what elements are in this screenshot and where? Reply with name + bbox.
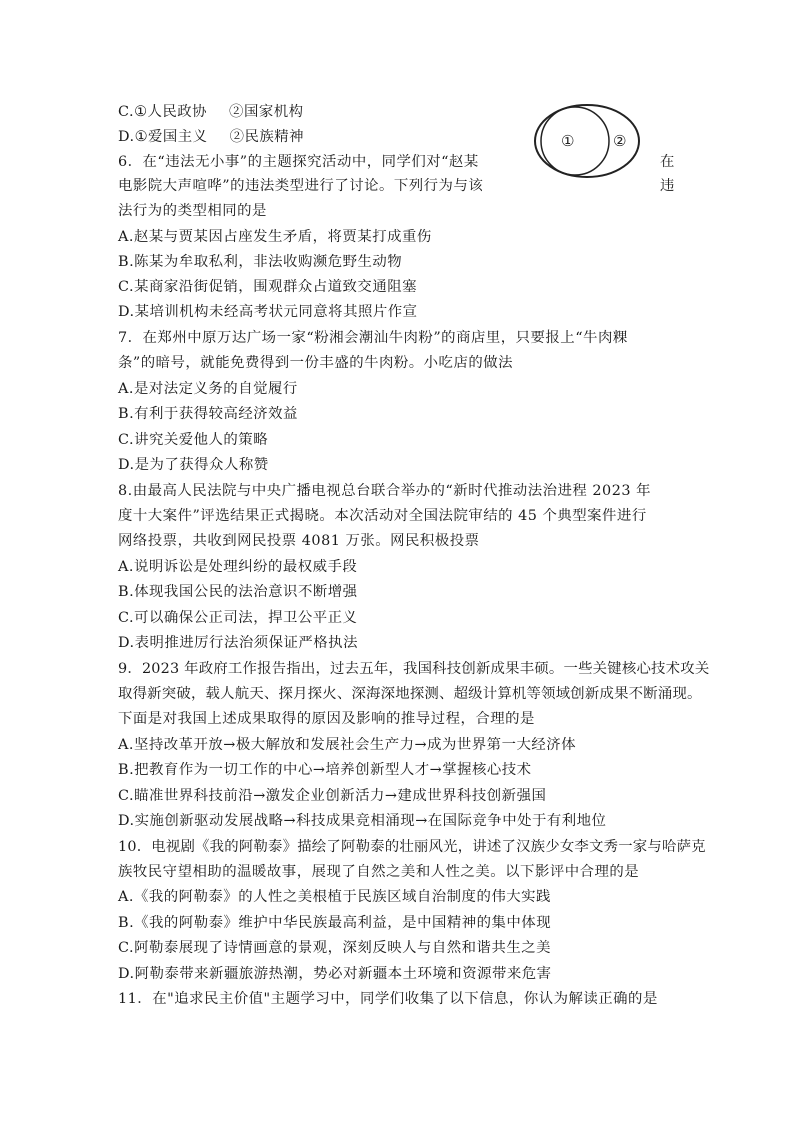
q8-stem-line3: 网络投票，共收到网民投票 4081 万张。网民积极投票	[118, 533, 480, 549]
q6-option-d: D.某培训机构未经高考状元同意将其照片作宣	[118, 304, 418, 320]
q6-stem-line2-right: 违	[660, 178, 675, 194]
q10-stem-line1: 10．电视剧《我的阿勒泰》描绘了阿勒泰的壮丽风光，讲述了汉族少女李文秀一家与哈萨克	[118, 839, 706, 855]
q9-stem-line3: 下面是对我国上述成果取得的原因及影响的推导过程，合理的是	[118, 711, 535, 727]
venn-label-outer: ②	[613, 132, 627, 150]
q9-option-c: C.瞄准世界科技前沿→激发企业创新活力→建成世界科技创新强国	[118, 788, 547, 804]
q6-stem-line1: 6．在“违法无小事”的主题探究活动中，同学们对“赵某	[118, 154, 479, 170]
q6-stem-line2: 电影院大声喧哗”的违法类型进行了讨论。下列行为与该	[118, 178, 484, 194]
option-c-part2: ②国家机构	[229, 104, 304, 120]
q8-option-d: D.表明推进厉行法治须保证严格执法	[118, 635, 358, 651]
q10-option-c: C.阿勒泰展现了诗情画意的景观，深刻反映人与自然和谐共生之美	[118, 940, 552, 956]
q6-option-a: A.赵某与贾某因占座发生矛盾，将贾某打成重伤	[118, 229, 432, 245]
q8-stem-line2: 度十大案件”评选结果正式揭晓。本次活动对全国法院审结的 45 个典型案件进行	[118, 508, 647, 524]
q6-stem-line3: 法行为的类型相同的是	[118, 203, 267, 219]
q7-option-c: C.讲究关爱他人的策略	[118, 432, 269, 448]
q10-stem-line2: 族牧民守望相助的温暖故事，展现了自然之美和人性之美。以下影评中合理的是	[118, 864, 640, 880]
q10-option-a: A.《我的阿勒泰》的人性之美根植于民族区域自治制度的伟大实践	[118, 889, 551, 905]
q8-option-b: B.体现我国公民的法治意识不断增强	[118, 584, 358, 600]
q9-option-b: B.把教育作为一切工作的中心→培养创新型人才→掌握核心技术	[118, 762, 532, 778]
q6-stem-line1-right: 在	[660, 154, 675, 170]
q8-option-a: A.说明诉讼是处理纠纷的最权威手段	[118, 559, 358, 575]
option-d-prev	[118, 128, 304, 146]
venn-label-inner: ①	[561, 132, 575, 150]
q6-option-b: B.陈某为牟取私利，非法收购濒危野生动物	[118, 254, 403, 270]
q6-option-c: C.某商家沿街促销，围观群众占道致交通阻塞	[118, 279, 417, 295]
q10-option-b: B.《我的阿勒泰》维护中华民族最高利益，是中国精神的集中体现	[118, 915, 552, 931]
q9-option-a: A.坚持改革开放→极大解放和发展社会生产力→成为世界第一大经济体	[118, 737, 577, 753]
q9-stem-line1: 9．2023 年政府工作报告指出，过去五年，我国科技创新成果丰硕。一些关键核心技术攻关	[118, 661, 710, 677]
q8-option-c: C.可以确保公正司法，捍卫公平正义	[118, 610, 358, 626]
q10-option-d: D.阿勒泰带来新疆旅游热潮，势必对新疆本土环境和资源带来危害	[118, 966, 552, 982]
q9-option-d: D.实施创新驱动发展战略→科技成果竞相涌现→在国际竞争中处于有利地位	[118, 813, 607, 829]
venn-diagram	[533, 103, 641, 179]
q9-stem-line2: 取得新突破，载人航天、探月探火、深海深地探测、超级计算机等领域创新成果不断涌现。	[118, 686, 702, 702]
option-d-part1: D.①爱国主义	[118, 129, 208, 145]
option-c-part1: C.①人民政协	[118, 104, 208, 120]
q7-option-d: D.是为了获得众人称赞	[118, 457, 269, 473]
q7-option-b: B.有利于获得较高经济效益	[118, 406, 298, 422]
q11-stem-line1: 11．在"追求民主价值"主题学习中，同学们收集了以下信息，你认为解读正确的是	[118, 991, 658, 1007]
q8-stem-line1: 8.由最高人民法院与中央广播电视总台联合举办的“新时代推动法治进程 2023 年	[118, 483, 651, 499]
option-c-prev	[118, 103, 304, 121]
option-d-part2: ②民族精神	[229, 129, 305, 145]
inner-circle	[541, 107, 609, 175]
q7-option-a: A.是对法定义务的自觉履行	[118, 381, 298, 397]
q7-stem-line2: 条”的暗号，就能免费得到一份丰盛的牛肉粉。小吃店的做法	[118, 355, 514, 371]
q7-stem-line1: 7．在郑州中原万达广场一家“粉湘会潮汕牛肉粉”的商店里，只要报上“牛肉粿	[118, 330, 628, 346]
